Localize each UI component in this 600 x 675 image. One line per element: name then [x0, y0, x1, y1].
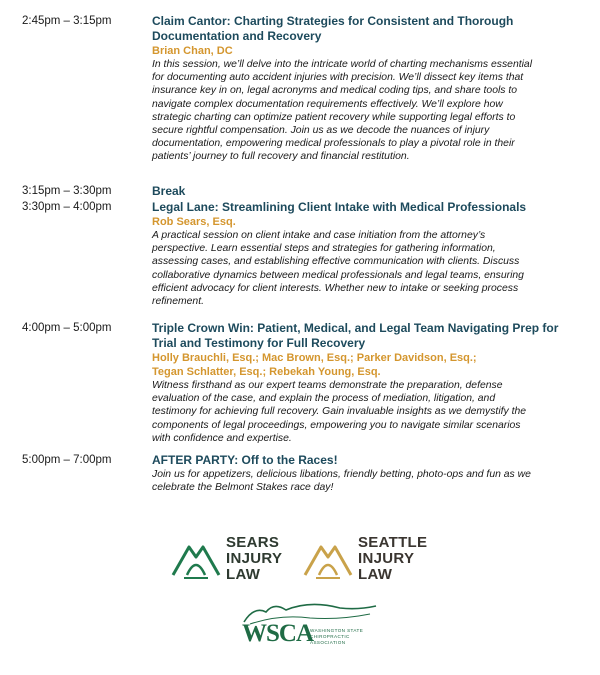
description-line: for documenting auto accident injuries with precision. We’ll dissect key items that — [152, 72, 524, 84]
agenda-item — [22, 200, 582, 321]
speaker-line: Rob Sears, Esq. — [152, 216, 236, 228]
description-line: documentation, empowering medical professionals to play a pivotal role in their — [152, 138, 515, 150]
description-line: Witness firsthand as our expert teams demonstrate the preparation, defense — [152, 380, 503, 391]
description-line: collaborative dynamics between medical professionals and legal teams, ensuring — [152, 269, 524, 281]
session-time: 2:45pm – 3:15pm — [22, 15, 112, 27]
title-line: Documentation and Recovery — [152, 29, 322, 43]
session-speaker — [152, 44, 582, 58]
logo-line: SEARS — [226, 534, 280, 551]
wsca-logo — [240, 598, 380, 658]
wsca-subtitle — [310, 628, 363, 646]
logo-line: LAW — [226, 566, 261, 583]
session-time: 3:15pm – 3:30pm — [22, 185, 112, 197]
title-line: Claim Cantor: Charting Strategies for Consistent and Thorough — [152, 14, 514, 28]
description-line: efficient advocacy for client interests. Whether new to intake or seeking process — [152, 282, 519, 294]
session-time: 3:30pm – 4:00pm — [22, 201, 112, 213]
session-time: 4:00pm – 5:00pm — [22, 322, 112, 334]
session-content — [152, 321, 582, 453]
agenda-item — [22, 453, 582, 494]
description-line: insurance key in on, legal acronyms and medical coding tips, and share tools to — [152, 85, 518, 97]
description-line: navigate complex documentation requirements effectively. We’ll explore how — [152, 98, 503, 110]
wsca-subtitle-line: ASSOCIATION — [310, 640, 346, 645]
seattle-injury-law-logo — [302, 535, 427, 583]
session-title — [152, 321, 582, 351]
agenda-item — [22, 184, 582, 200]
speaker-line: Holly Brauchli, Esq.; Mac Brown, Esq.; Parker Davidson, Esq.; — [152, 352, 477, 364]
session-description — [152, 229, 582, 308]
speaker-line: Brian Chan, DC — [152, 45, 233, 57]
title-line: Legal Lane: Streamlining Client Intake with Medical Professionals — [152, 200, 527, 214]
title-line: Triple Crown Win: Patient, Medical, and Legal Team Navigating Prep for — [152, 321, 559, 335]
description-line: Join us for appetizers, delicious libations, friendly betting, photo-ops and fun as we — [152, 469, 531, 480]
title-line: Trial and Testimony for Full Recovery — [152, 336, 366, 350]
session-title — [152, 453, 582, 468]
session-content — [152, 200, 582, 321]
session-title — [152, 14, 582, 44]
session-content — [152, 184, 582, 200]
logo-line: SEATTLE — [358, 534, 428, 551]
session-content — [152, 14, 582, 184]
wsca-subtitle-line: WASHINGTON STATE — [310, 628, 364, 633]
description-line: A practical session on client intake and case initiation from the attorney’s — [152, 230, 486, 241]
description-line: components of legal proceedings, empowering you to navigate similar scenarios — [152, 419, 521, 431]
logo-line: INJURY — [358, 550, 415, 567]
session-speaker — [152, 215, 582, 229]
agenda-item — [22, 321, 582, 453]
session-title — [152, 200, 582, 215]
mountain-emblem-icon — [170, 537, 222, 581]
sponsor-logos — [0, 535, 600, 595]
description-line: assessing cases, and establishing effective communication with clients. Discuss — [152, 256, 520, 268]
logo-line: INJURY — [226, 550, 283, 567]
speaker-line: Tegan Schlatter, Esq.; Rebekah Young, Esq. — [152, 366, 381, 378]
title-line: AFTER PARTY: Off to the Races! — [152, 453, 338, 467]
wsca-subtitle-line: CHIROPRACTIC — [310, 634, 350, 639]
agenda-schedule — [22, 14, 582, 494]
logo-wordmark — [358, 535, 427, 583]
wsca-letters: WSCA — [242, 620, 314, 647]
description-line: celebrate the Belmont Stakes race day! — [152, 482, 334, 494]
session-description — [152, 58, 582, 164]
session-content — [152, 453, 582, 494]
mountain-emblem-icon — [302, 537, 354, 581]
session-description — [152, 379, 582, 445]
description-line: perspective. Learn essential steps and strategies for gathering information, — [152, 243, 496, 255]
logo-line: LAW — [358, 566, 393, 583]
description-line: In this session, we’ll delve into the intricate world of charting mechanisms essential — [152, 59, 533, 70]
session-title — [152, 184, 582, 199]
description-line: strategic charting can optimize patient recovery while supporting legal efforts to — [152, 111, 516, 123]
description-line: patients’ journey to full recovery and financial restitution. — [152, 151, 410, 163]
title-line: Break — [152, 184, 186, 198]
description-line: evaluation of the case, and explain the process of mediation, litigation, and — [152, 393, 496, 405]
session-time: 5:00pm – 7:00pm — [22, 454, 112, 466]
logo-wordmark — [226, 535, 282, 583]
description-line: testimony for achieving full recovery. Gain invaluable insights as we demystify the — [152, 406, 527, 418]
session-speaker — [152, 351, 582, 379]
description-line: secure rightful compensation. Join us as we decode the nuances of injury — [152, 125, 490, 137]
sears-injury-law-logo — [170, 535, 282, 583]
session-description — [152, 468, 582, 494]
description-line: refinement. — [152, 296, 204, 308]
agenda-item — [22, 14, 582, 184]
description-line: with confidence and expertise. — [152, 432, 292, 444]
